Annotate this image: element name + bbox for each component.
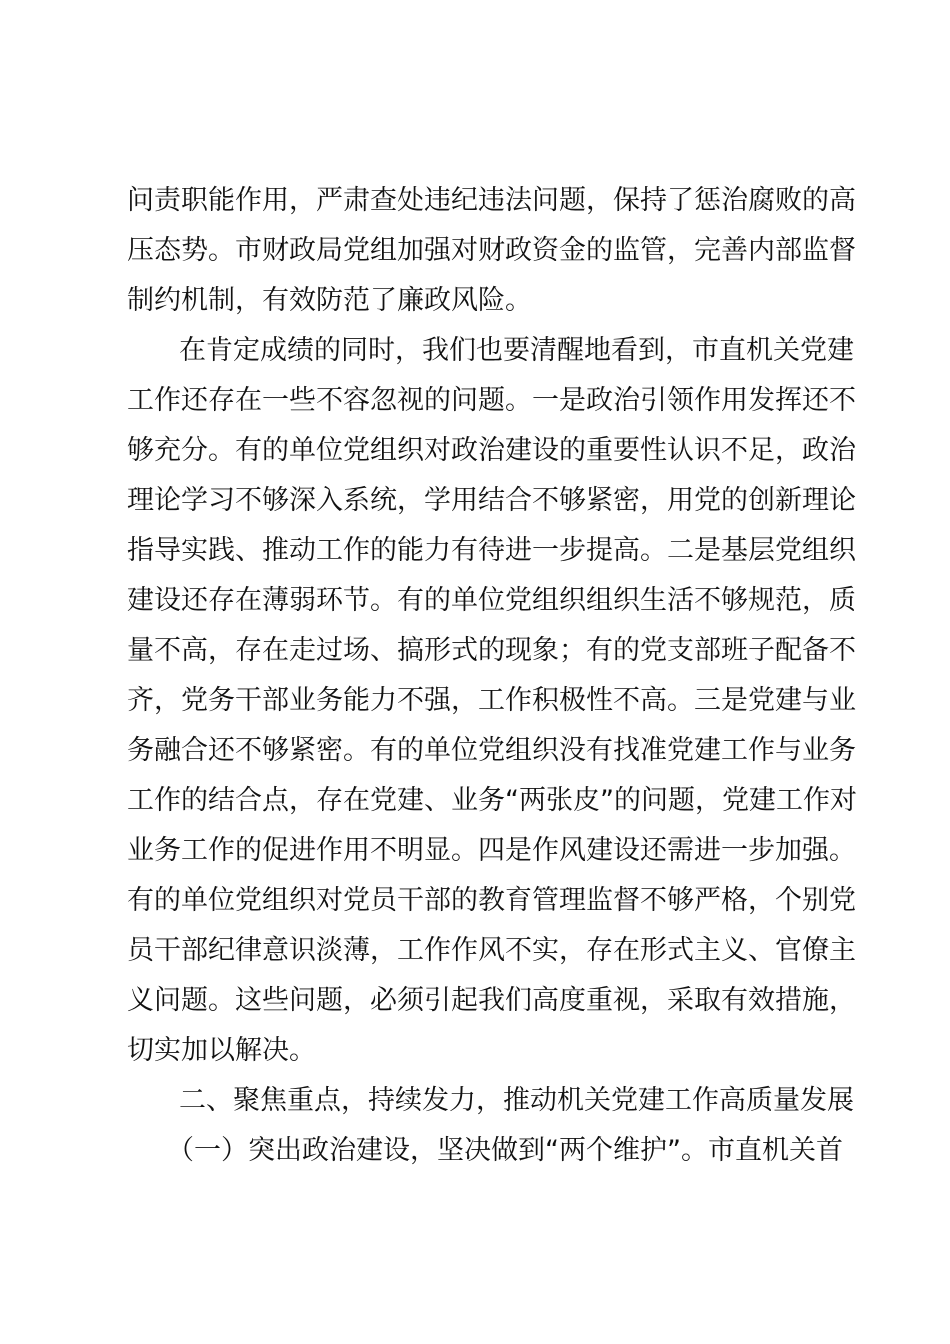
text-line-15: 有的单位党组织对党员干部的教育管理监督不够严格，个别党 <box>127 885 856 916</box>
text-line-18: 切实加以解决。 <box>127 1035 316 1066</box>
text-line-4: 在肯定成绩的同时，我们也要清醒地看到，市直机关党建 <box>179 335 854 366</box>
text-line-9: 建设还存在薄弱环节。有的单位党组织组织生活不够规范，质 <box>127 585 856 616</box>
text-line-13: 工作的结合点，存在党建、业务“两张皮”的问题，党建工作对 <box>127 785 857 816</box>
text-line-5: 工作还存在一些不容忽视的问题。一是政治引领作用发挥还不 <box>127 385 856 416</box>
text-line-11: 齐，党务干部业务能力不强，工作积极性不高。三是党建与业 <box>127 685 856 716</box>
text-line-7: 理论学习不够深入系统，学用结合不够紧密，用党的创新理论 <box>127 485 856 516</box>
subsection-heading: （一）突出政治建设，坚决做到“两个维护”。市直机关首 <box>167 1135 843 1166</box>
text-line-6: 够充分。有的单位党组织对政治建设的重要性认识不足，政治 <box>127 435 856 466</box>
text-line-16: 员干部纪律意识淡薄，工作作风不实，存在形式主义、官僚主 <box>127 935 856 966</box>
section-heading: 二、聚焦重点，持续发力，推动机关党建工作高质量发展 <box>179 1085 854 1116</box>
text-line-10: 量不高，存在走过场、搞形式的现象；有的党支部班子配备不 <box>127 635 856 666</box>
body-text <box>127 176 857 1176</box>
text-line-12: 务融合还不够紧密。有的单位党组织没有找准党建工作与业务 <box>127 735 856 766</box>
text-line-14: 业务工作的促进作用不明显。四是作风建设还需进一步加强。 <box>127 835 856 866</box>
text-line-2: 压态势。市财政局党组加强对财政资金的监管，完善内部监督 <box>127 235 856 266</box>
text-line-3: 制约机制，有效防范了廉政风险。 <box>127 285 532 316</box>
text-line-8: 指导实践、推动工作的能力有待进一步提高。二是基层党组织 <box>127 535 856 566</box>
text-line-17: 义问题。这些问题，必须引起我们高度重视，采取有效措施， <box>127 985 856 1016</box>
text-line-1: 问责职能作用，严肃查处违纪违法问题，保持了惩治腐败的高 <box>127 185 856 216</box>
